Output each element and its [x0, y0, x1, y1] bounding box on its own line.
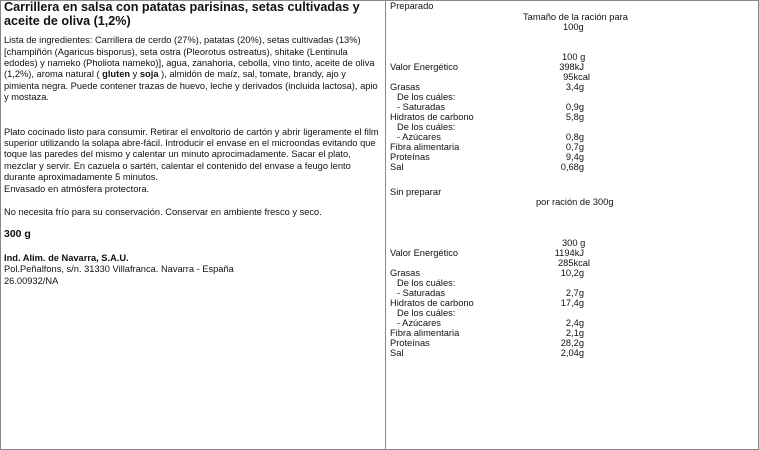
- unprepared-fibre-value: 2,1g: [565, 328, 584, 338]
- unprepared-fibre-label: Fibra alimentaria: [390, 328, 460, 338]
- unprepared-salt-label: Sal: [390, 348, 404, 358]
- unprepared-carbs-label: Hidratos de carbono: [390, 298, 474, 308]
- prepared-carbs-value: 5,8g: [565, 112, 584, 122]
- company-name: Ind. Alim. de Navarra, S.A.U.: [4, 252, 129, 263]
- unprepared-carbs-value: 17,4g: [560, 298, 584, 308]
- unprepared-fat-label: Grasas: [390, 268, 420, 278]
- prepared-saturated-label: - Saturadas: [397, 102, 446, 112]
- allergen-soja: soja: [139, 69, 159, 80]
- unprepared-protein-label: Proteínas: [390, 338, 430, 348]
- unprepared-heading: Sin preparar: [390, 187, 442, 197]
- prepared-energy-kcal: 95kcal: [563, 72, 590, 82]
- prepared-protein-value: 9,4g: [565, 152, 584, 162]
- ingredients-and: y: [130, 69, 140, 80]
- unprepared-saturated-label: - Saturadas: [397, 288, 446, 298]
- allergen-gluten: gluten: [102, 69, 131, 80]
- prepared-serving-value: 100g: [563, 22, 584, 32]
- company-address: Pol.Peñalfons, s/n. 31330 Villafranca. Navarra - España: [4, 264, 234, 275]
- prepared-of-which: De los cuáles:: [397, 122, 456, 132]
- prepared-fat-label: Grasas: [390, 82, 420, 92]
- prepared-serving-label: Tamaño de la ración para: [523, 12, 628, 22]
- unprepared-fat-value: 10,2g: [560, 268, 584, 278]
- prepared-energy-kj: 398kJ: [559, 62, 584, 72]
- unprepared-energy-label: Valor Energético: [390, 248, 459, 258]
- unprepared-of-which: De los cuáles:: [397, 308, 456, 318]
- prepared-energy-label: Valor Energético: [390, 62, 459, 72]
- product-info-column: [4, 1, 382, 287]
- unprepared-of-which: De los cuáles:: [397, 278, 456, 288]
- prepared-protein-label: Proteínas: [390, 152, 430, 162]
- prepared-per-label: 100 g: [562, 52, 586, 62]
- registry-code: 26.00932/NA: [4, 275, 59, 286]
- unprepared-sugars-value: 2,4g: [565, 318, 584, 328]
- prepared-fibre-label: Fibra alimentaria: [390, 142, 460, 152]
- prepared-fibre-value: 0,7g: [565, 142, 584, 152]
- preparation-instructions: Plato cocinado listo para consumir. Retirar el envoltorio de cartón y abrir ligeramente el film superior utilizando la solapa abre-fácil. Introducir el envase en el microondas evitando que toque las paredes del mismo y calentar un minuto aprocimadamente. Sacar el plato, mezclar y servir. En cazuela o sartén, calentar el contenido del envase a feugo lento durante aproximadamente 5 minutos.: [4, 126, 379, 183]
- prepared-sugars-value: 0,8g: [565, 132, 584, 142]
- unprepared-sugars-label: - Azúcares: [397, 318, 441, 328]
- unprepared-per-label: 300 g: [562, 238, 586, 248]
- net-weight: 300 g: [4, 228, 31, 241]
- prepared-of-which: De los cuáles:: [397, 92, 456, 102]
- column-divider: [385, 0, 386, 450]
- unprepared-protein-value: 28,2g: [560, 338, 584, 348]
- ingredients-rest: ), almidón de maíz, sal, tomate, brandy, ajo y pimienta negra. Puede contener trazas de huevo, leche y derivados (incluida lactosa), apio y mostaza.: [4, 69, 378, 103]
- ingredients-list: [4, 35, 382, 103]
- prepared-carbs-label: Hidratos de carbono: [390, 112, 474, 122]
- product-title: Carrillera en salsa con patatas parisinas, setas cultivadas y aceite de oliva (1,2%): [4, 0, 360, 28]
- unprepared-saturated-value: 2,7g: [565, 288, 584, 298]
- prepared-salt-label: Sal: [390, 162, 404, 172]
- prepared-heading: Preparado: [390, 1, 434, 11]
- unprepared-salt-value: 2,04g: [560, 348, 584, 358]
- storage-note: No necesita frío para su conservación. Conservar en ambiente fresco y seco.: [4, 207, 322, 218]
- prepared-salt-value: 0,68g: [560, 162, 584, 172]
- unprepared-energy-kj: 1194kJ: [554, 248, 584, 258]
- prepared-sugars-label: - Azúcares: [397, 132, 441, 142]
- unprepared-serving-label: por ración de 300g: [536, 197, 614, 207]
- atmosphere-note: Envasado en atmósfera protectora.: [4, 183, 150, 194]
- ingredients-intro: Lista de ingredientes: Carrillera de cerdo (27%), patatas (20%), setas cultivadas (13%)[champiñón (Agaricus bisporus), seta ostra (Pleorotus ostreatus), shitake (Lentinula edodes) y nameko (Pholiota nameko)], agua, zanahoria, cebolla, vino tinto, aceite de oliva (1,2%), aroma natural (: [4, 35, 375, 80]
- prepared-saturated-value: 0,9g: [565, 102, 584, 112]
- unprepared-energy-kcal: 285kcal: [557, 258, 590, 268]
- prepared-fat-value: 3,4g: [565, 82, 584, 92]
